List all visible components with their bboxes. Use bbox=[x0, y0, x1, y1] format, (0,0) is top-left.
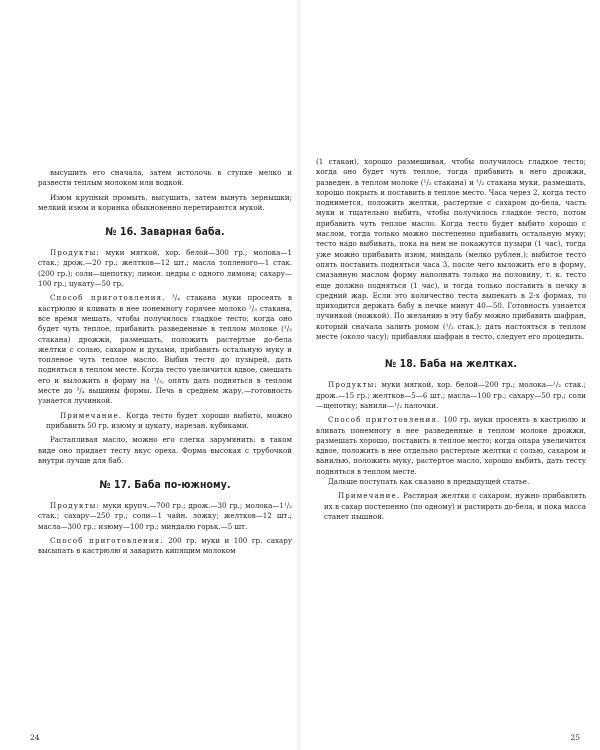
note-text: Когда тесто будет хорошо выбито, можно прибавить 50 гр. изюму и цукату, нарезан. кубиками. bbox=[46, 410, 292, 430]
recipe-18-title: № 18. Баба на желтках. bbox=[384, 358, 518, 371]
intro-paragraph-2: Изюм крупный промыть, высушить, затем вынуть зернышки; мелкий изюм и коринка обыкновенно перетираются мукой. bbox=[38, 192, 292, 212]
recipe-17-products bbox=[38, 501, 292, 532]
recipe-18-method bbox=[316, 415, 586, 477]
recipe-18-note bbox=[316, 491, 586, 522]
right-page bbox=[300, 0, 600, 750]
method-text: 200 гр. муки и 100 гр. сахару высыпать в кастрюлю и заварить кипящим молоком bbox=[38, 536, 292, 556]
note-text: Растирая желтки с сахаром, нужно прибавлять их в сахар постепенно (по одному) и растирать до-бела, и пока масса станет пышной. bbox=[324, 491, 586, 521]
recipe-16-extra: Растапливая масло, можно его слегка зарумянить: в таком виде оно придает тесту вкус ореха. Форма высокая с трубочкой внутри лучше для баб. bbox=[38, 435, 292, 465]
recipe-16-products bbox=[38, 248, 292, 289]
products-label: Продукты: bbox=[50, 501, 100, 511]
intro-paragraph-1: высушить его сначала, затем истолочь в ступке мелко и развести теплым молоком или водкой. bbox=[38, 168, 292, 188]
page-number-right: 25 bbox=[570, 733, 580, 742]
products-text: муки мягкой, хор. белой—300 гр.; молока—1 стак.; дрож.—20 гр.; желтков—12 шт.; масла топленого—1 стак. (200 гр.); соли—щепотку; лимон. цедры с одного лимона; сахару—100 гр.; цукату—50 гр. bbox=[38, 248, 292, 289]
note-label: Примечание. bbox=[338, 491, 401, 501]
recipe-16-note bbox=[38, 411, 292, 432]
method-text: 100 гр. муки просеять в кастрюлю и вливать понемногу в нее разведенные в теплом молоке дрожжи, размешать хорошо, поставить в теплое место; когда опара увеличится вдвое, положить в нее отдельно растертые желтки с солью, сахаром и ванилью, положить муку, растертое масло, хорошо выбить, дать тесту подняться в теплом месте. bbox=[316, 415, 586, 476]
method-label: Способ приготовления. bbox=[50, 293, 166, 303]
recipe-16-method bbox=[38, 293, 292, 406]
recipe-17-continuation: (1 стакан), хорошо размешивая, чтобы получилось гладкое тесто; когда оно будет чуть теплое, тогда прибавить в него дрожжи, разведен. в теплом молоке (¹/₂ стакана) и ¹/₂ стакана муки, размешать, хорошо покрыть и поставить в теплое место. Часа через 2, когда тесто поднимется, положить желтки, растертые с сахаром до-бела, часть муки и тщательно выбить, чтобы получилось гладкое тесто, потом прибавить чуть теплое масло. Когда тесто будет выбито хорошо с маслом, тогда только можно постепенно прибавить остальную муку; тесто надо выбивать, пока на нем не покажутся пузыри (1 час), тогда уже можно прибавить изюм, миндаль (мелко рублен.); выбитое тесто опять поставить подняться часа 3, после чего выложить его в форму, смазанную маслом форму наполнять только на половину, т. к. тесто еще должно подняться (1 час), и тогда только поставить в печку в средний жар. Если это количество теста выпекать в 2-х формах, то приходится держать бабу в печке минут 40—50. Готовность узнается лучинкой (ножкой). По желанию в эту бабу можно прибавить шафран, который сначала залить ромом (¹/₂ стак.); дать настояться в теплом месте (около часу); прибавляя шафран в тесто, следует его процедить. bbox=[316, 157, 586, 342]
products-label: Продукты: bbox=[328, 380, 378, 390]
note-label: Примечание. bbox=[60, 410, 123, 420]
recipe-18-after: Дальше поступать как сказано в предыдущей статье. bbox=[328, 477, 530, 487]
recipe-17-title: № 17. Баба по-южному. bbox=[99, 479, 231, 492]
products-text: муки крупч.—700 гр.; дрож.—30 гр.; молока—1¹/₂ стак.; сахару—250 гр.; соли—1 чайн. ложку; желтков—12 шт.; масла—300 гр.; изюму—100 гр.; миндалю горьк.—5 шт. bbox=[38, 501, 292, 531]
products-text: муки мягкой, хор. белой—200 гр.; молока—¹/₂ стак.; дрож.—15 гр.; желтков—5—6 шт.; масла—100 гр.; сахару—50 гр.; соли—щепотку; ванили—¹/₂ палочки. bbox=[316, 380, 586, 410]
method-text: ³/₄ стакана муки просеять в кастрюлю и кливать в нее понемногу горячее молоко ²/₃ стакана, все время мешать, чтобы получилось гладкое тесто; когда оно будет чуть теплое, прибавить разведенные в теплом молоке (¹/₃ стакана) дрожжи, размешать, положить растертые до-бела желтки с солью, сахаром и духами, прибавить остальную муку и топленое чуть теплое масло. Выбив тесто до пузырей, дать подняться в теплом месте. Когда тесто увеличится вдвое, смешать его и выложить в форму на ¹/₃, опять дать подняться в теплом месте до ³/₄ вышины формы. Печь в среднем жару,—готовность узнается лучинкой. bbox=[38, 293, 292, 406]
page-number-left: 24 bbox=[30, 733, 40, 742]
method-label: Способ приготовления. bbox=[328, 415, 441, 425]
recipe-16-title: № 16. Заварная баба. bbox=[105, 226, 225, 239]
recipe-17-method bbox=[38, 536, 292, 557]
products-label: Продукты: bbox=[50, 248, 100, 258]
recipe-18-products bbox=[316, 380, 586, 411]
method-label: Способ приготовления. bbox=[50, 536, 164, 546]
